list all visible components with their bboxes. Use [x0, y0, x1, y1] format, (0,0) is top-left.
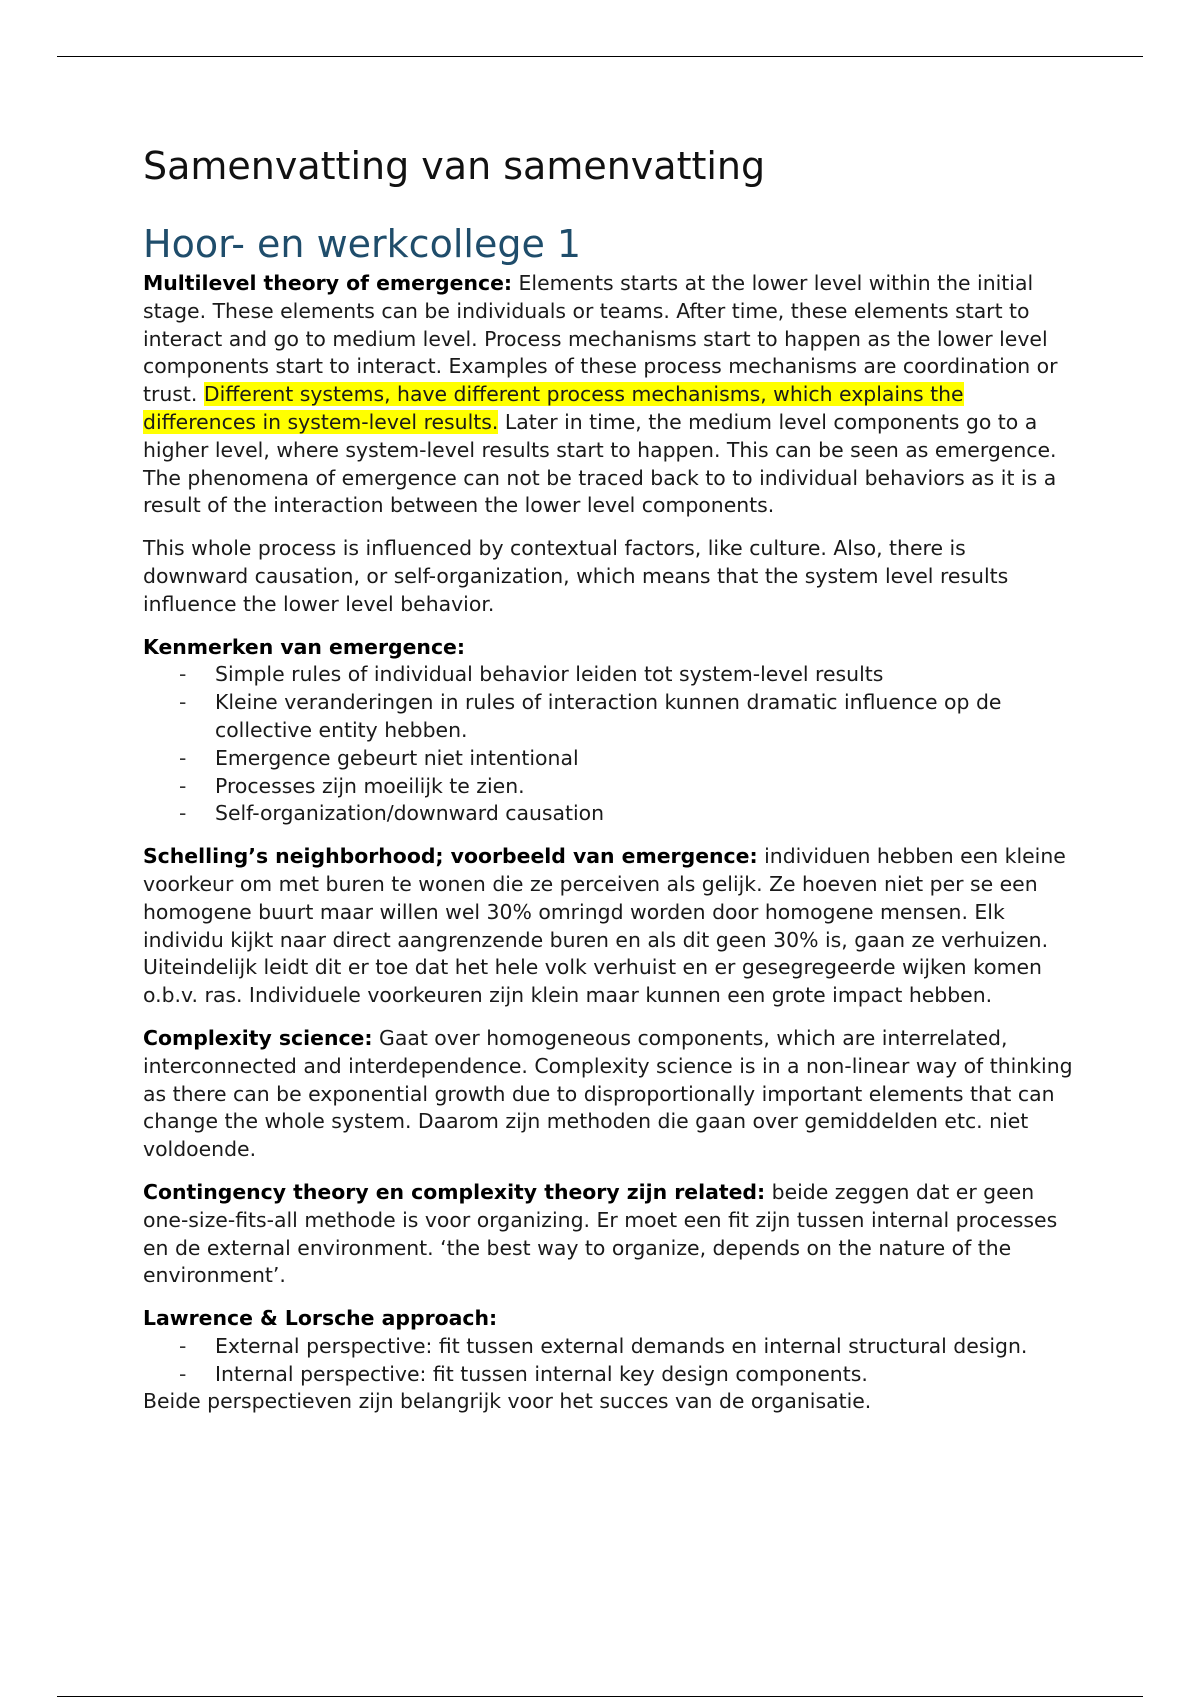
paragraph-text: Later in time, the medium level components go to a higher level, where system-level results start to happen. This can be seen as emergence. The phenomena of emergence can not be traced back to to individual behaviors as it is a result of the interaction between the lower level components. — [143, 409, 1057, 518]
list-item: - Kleine veranderingen in rules of interaction kunnen dramatic influence op de collective entity hebben. — [215, 689, 1073, 745]
paragraph-complexity-science — [143, 1025, 1073, 1164]
term-lawrence: Lawrence & Lorsche approach: — [143, 1306, 498, 1331]
lawrence-list — [143, 1333, 1073, 1389]
term-contingency: Contingency theory en complexity theory zijn related: — [143, 1179, 766, 1204]
paragraph-text: beide zeggen dat er geen one-size-fits-all methode is voor organizing. Er moet een fit zijn tussen internal processes en de external environment. ‘the best way to organize, depends on the nature of the environment’. — [143, 1179, 1058, 1288]
paragraph-contextual-factors: This whole process is influenced by contextual factors, like culture. Also, there is downward causation, or self-organization, which means that the system level results influence the lower level behavior. — [143, 536, 1009, 616]
term-multilevel-theory: Multilevel theory of emergence: — [143, 271, 513, 295]
paragraph-text: individuen hebben een kleine voorkeur om met buren te wonen die ze perceiven als gelijk. Ze hoeven niet per se een homogene buurt maar willen wel 30% omringd worden door homogene mensen. Elk individu kijkt naar direct aangrenzende buren en als dit geen 30% is, gaan ze verhuizen. Uiteindelijk leidt dit er toe dat het hele volk verhuist en er gesegregeerde wijken komen o.b.v. ras. Individuele voorkeuren zijn klein maar kunnen een grote impact hebben. — [143, 844, 1066, 1008]
list-item: - Internal perspective: fit tussen internal key design components. — [215, 1361, 1073, 1389]
document-title: Samenvatting van samenvatting — [143, 144, 766, 188]
paragraph-closing: Beide perspectieven zijn belangrijk voor het succes van de organisatie. — [143, 1389, 872, 1414]
paragraph-text: Gaat over homogeneous components, which are interrelated, interconnected and interdependence. Complexity science is in a non-linear way of thinking as there can be exponential growth due to disproportionally important elements that can change the whole system. Daarom zijn methoden die gaan over gemiddelden etc. niet voldoende. — [143, 1025, 1073, 1162]
kenmerken-list — [143, 661, 1073, 828]
section-heading: Hoor- en werkcollege 1 — [143, 222, 582, 266]
list-item: - Processes zijn moeilijk te zien. — [215, 773, 1073, 801]
list-item: - Self-organization/downward causation — [215, 800, 1073, 828]
list-item: - Simple rules of individual behavior leiden tot system-level results — [215, 661, 1073, 689]
document-body — [143, 132, 1073, 1431]
list-item: - Emergence gebeurt niet intentional — [215, 745, 1073, 773]
term-schelling: Schelling’s neighborhood; voorbeeld van emergence: — [143, 844, 758, 869]
term-kenmerken: Kenmerken van emergence: — [143, 634, 466, 659]
paragraph-text: Elements starts at the lower level within the initial stage. These elements can be individuals or teams. After time, these elements start to interact and go to medium level. Process mechanisms start to happen as the lower level components start to interact. Examples of these process mechanisms are coordination or trust. — [143, 271, 1058, 407]
term-complexity-science: Complexity science: — [143, 1025, 373, 1050]
paragraph-schelling — [143, 843, 1073, 1010]
list-item: - External perspective: fit tussen external demands en internal structural design. — [215, 1333, 1073, 1361]
list-heading-kenmerken — [143, 634, 1073, 662]
header-rule — [57, 56, 1143, 57]
paragraph-multilevel-theory — [143, 270, 1073, 520]
highlighted-text: Different systems, have different process mechanisms, which explains the differences in system-level results. — [143, 382, 964, 434]
footer-rule — [57, 1696, 1143, 1697]
paragraph-contingency — [143, 1179, 1073, 1290]
list-heading-lawrence — [143, 1305, 1073, 1333]
